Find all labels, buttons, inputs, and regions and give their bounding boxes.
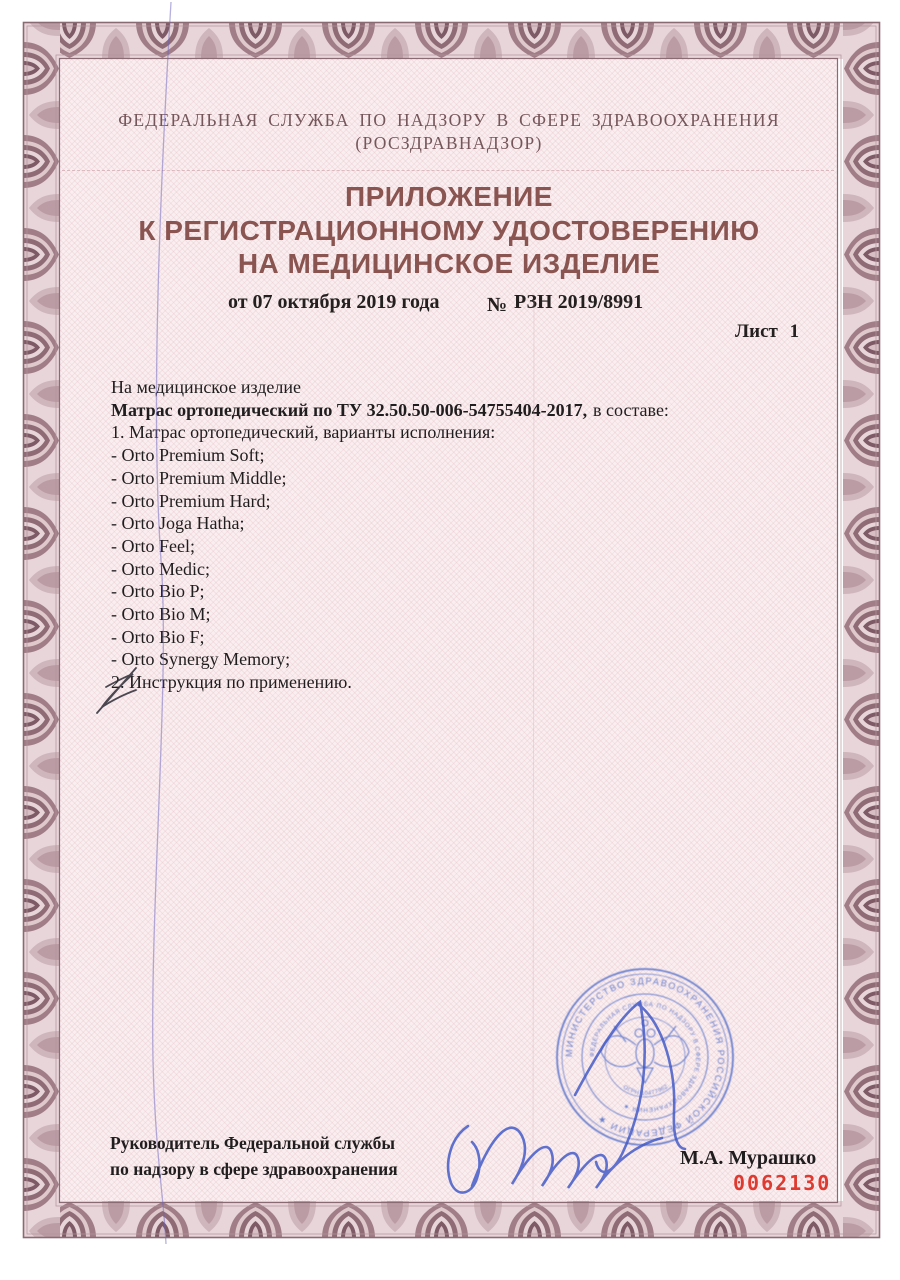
title-line3: НА МЕДИЦИНСКОЕ ИЗДЕЛИЕ bbox=[237, 248, 661, 279]
border-band-left bbox=[23, 22, 60, 1238]
signer-position-line2: по надзору в сфере здравоохранения bbox=[110, 1158, 398, 1179]
body-line: - Orto Synergy Memory; bbox=[111, 649, 291, 670]
issuer-line1: ФЕДЕРАЛЬНАЯ СЛУЖБА ПО НАДЗОРУ В СФЕРЕ ЗДРАВООХРАНЕНИЯ bbox=[118, 110, 780, 130]
serial-number: 0062130 bbox=[733, 1171, 832, 1195]
issuer-line2: (РОСЗДРАВНАДЗОР) bbox=[355, 133, 543, 153]
dashed-divider bbox=[62, 170, 834, 171]
sheet-label: Лист 1 bbox=[735, 321, 800, 342]
body-line: - Orto Premium Hard; bbox=[111, 490, 271, 511]
document-title bbox=[62, 180, 836, 281]
product-name: Матрас ортопедический по ТУ 32.50.50-006-54755404-2017, bbox=[111, 399, 588, 420]
body-text bbox=[111, 376, 771, 694]
product-tail: в составе: bbox=[593, 399, 669, 420]
signer-position-line1: Руководитель Федеральной службы bbox=[110, 1133, 396, 1153]
body-line: - Orto Joga Hatha; bbox=[111, 513, 245, 534]
body-line: - Orto Premium Middle; bbox=[111, 467, 287, 488]
body-line: 2. Инструкция по применению. bbox=[111, 672, 352, 693]
seal-ogrn-text: ОГРН 10477962 bbox=[621, 1083, 670, 1098]
title-line2: К РЕГИСТРАЦИОННОМУ УДОСТОВЕРЕНИЮ bbox=[138, 214, 760, 246]
body-line: - Orto Premium Soft; bbox=[111, 445, 265, 466]
number-sign: № bbox=[487, 294, 508, 316]
border-band-bottom bbox=[23, 1201, 880, 1238]
body-line: - Orto Medic; bbox=[111, 558, 210, 579]
body-line: 1. Матрас ортопедический, варианты исполнения: bbox=[111, 422, 496, 443]
seal-outer-text: МИНИСТЕРСТВО ЗДРАВООХРАНЕНИЯ РОССИЙСКОЙ ФЕДЕРАЦИИ ★ bbox=[563, 975, 727, 1139]
title-line1: ПРИЛОЖЕНИЕ bbox=[345, 181, 553, 212]
body-intro: На медицинское изделие bbox=[111, 377, 302, 397]
border-band-right bbox=[843, 22, 880, 1238]
registration-number: РЗН 2019/8991 bbox=[514, 291, 644, 313]
signer-name: М.А. Мурашко bbox=[680, 1147, 817, 1169]
issue-date: от 07 октября 2019 года bbox=[228, 291, 440, 313]
body-line: - Orto Bio M; bbox=[111, 604, 211, 625]
product-line bbox=[111, 399, 771, 422]
body-line: - Orto Bio P; bbox=[111, 581, 205, 602]
border-band-top bbox=[23, 22, 880, 59]
signer-position bbox=[110, 1131, 398, 1182]
issuer-header bbox=[62, 109, 836, 155]
seal-inner-text: ФЕДЕРАЛЬНАЯ СЛУЖБА ПО НАДЗОРУ В СФЕРЕ ЗДРАВООХРАНЕНИЯ ★ bbox=[588, 1000, 702, 1114]
body-line: - Orto Bio F; bbox=[111, 626, 205, 647]
body-line: - Orto Feel; bbox=[111, 535, 195, 556]
